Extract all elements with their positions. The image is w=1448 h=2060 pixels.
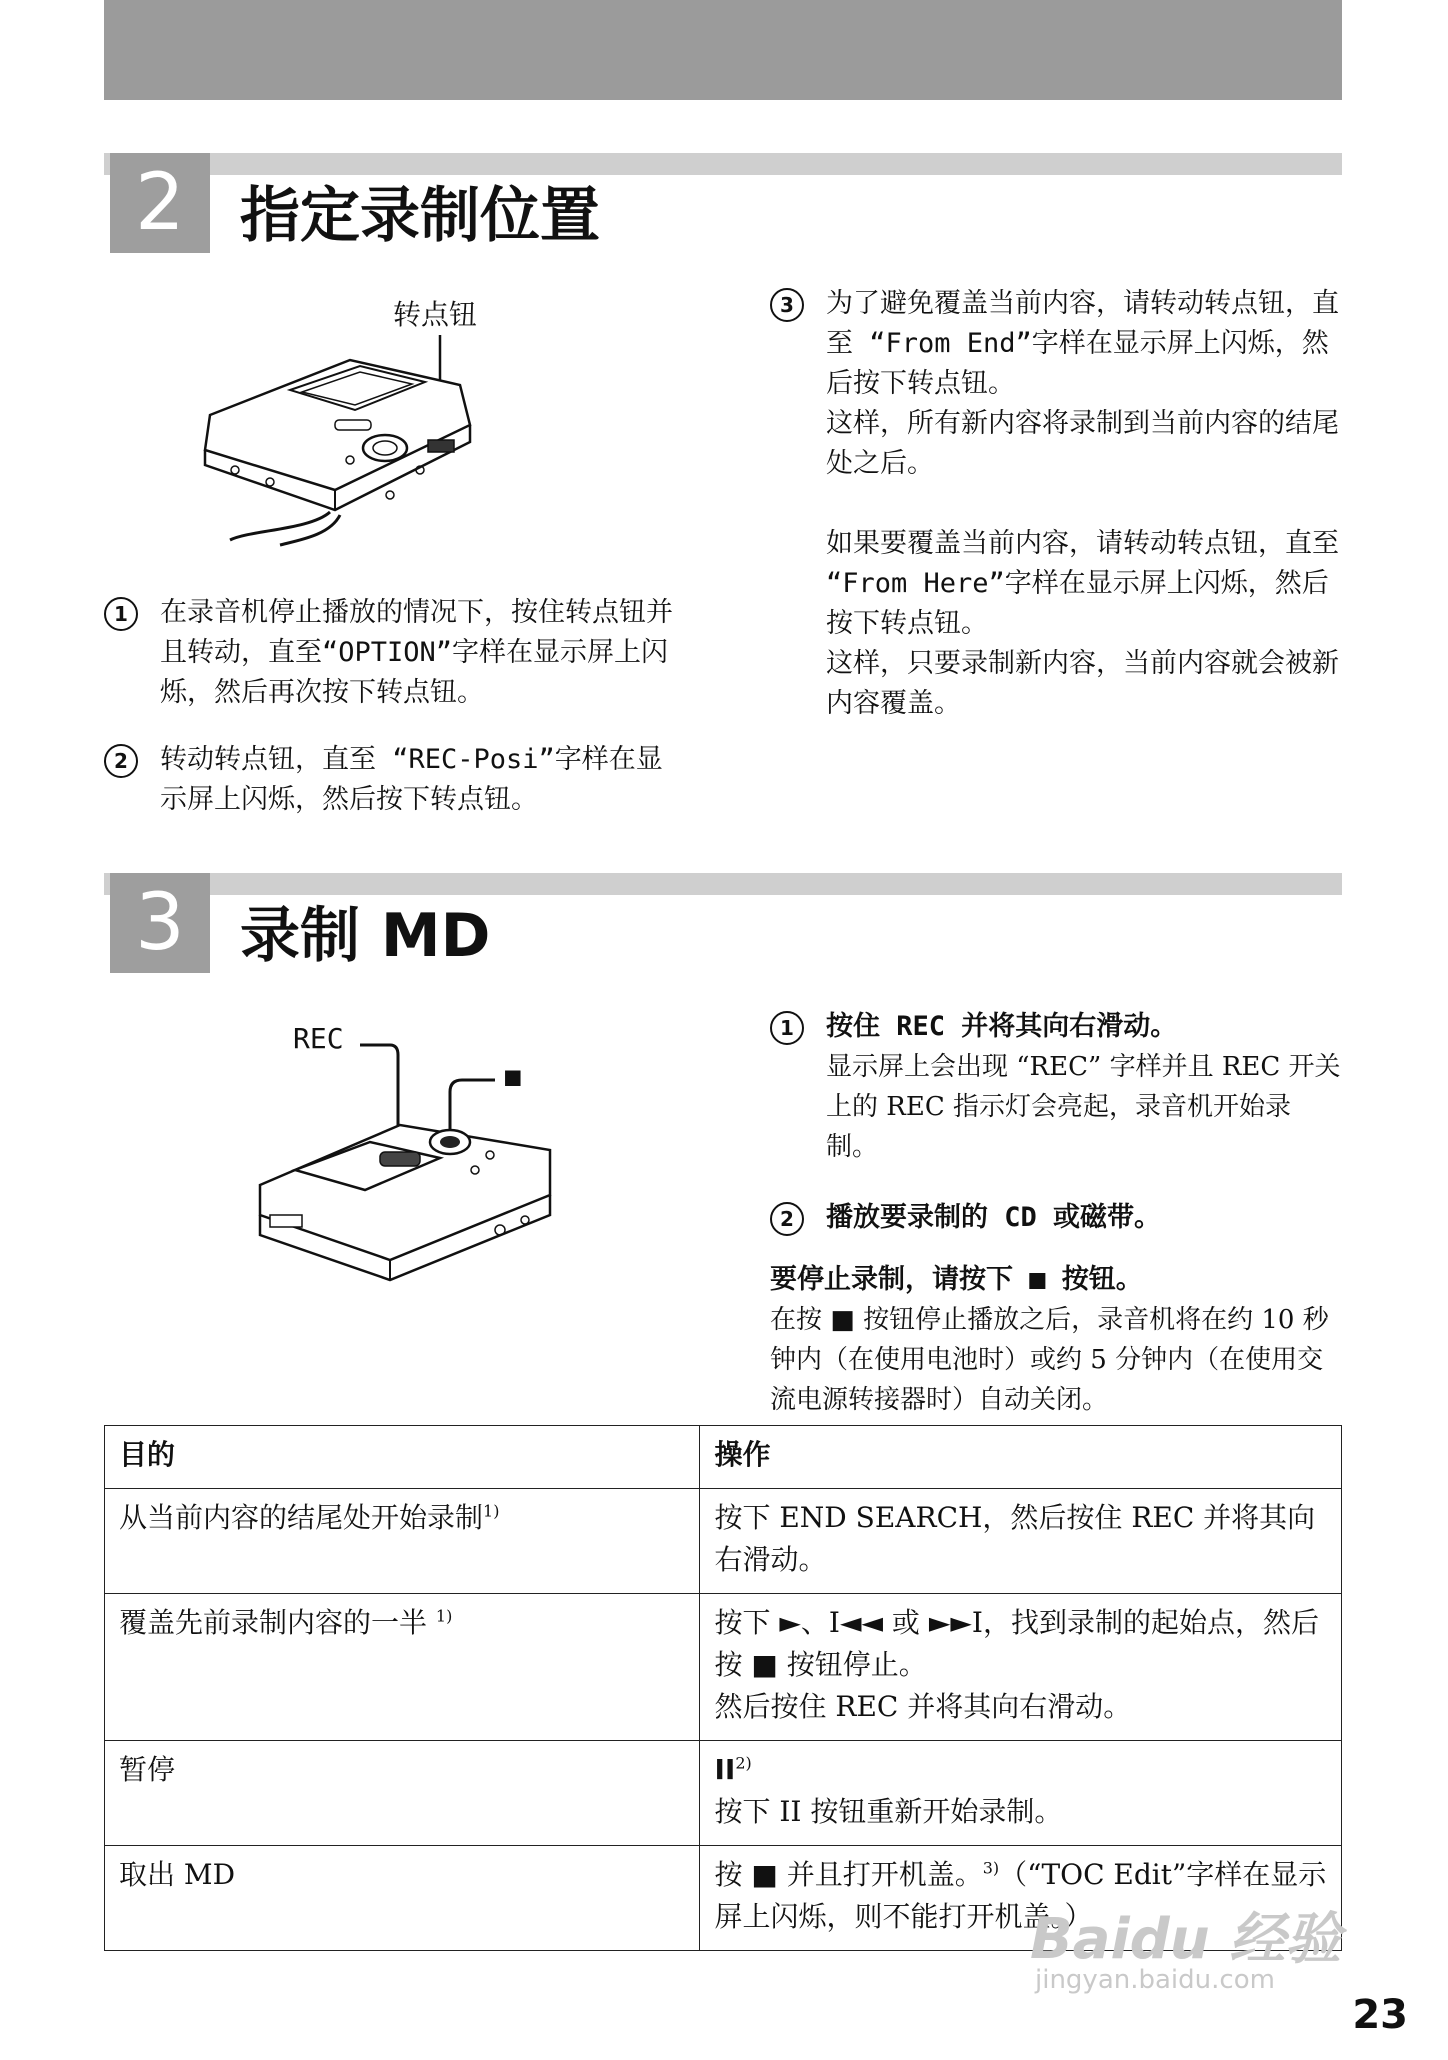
step-2 (104, 740, 684, 820)
section-title: 指定录制位置 (240, 181, 600, 251)
rec-step-1 (770, 1007, 1342, 1167)
operation-cell: II$^{2)}$ 按下 II 按钮重新开始录制。 (700, 1741, 1342, 1846)
table-row (105, 1594, 1342, 1741)
purpose-cell: 覆盖先前录制内容的一半 $^{1)}$ (105, 1594, 700, 1741)
section-title: 录制 MD (240, 901, 491, 971)
step-alternative: 如果要覆盖当前内容，请转动转点钮，直至 “From Here”字样在显示屏上闪烁，然后按下转点钮。 (826, 528, 1339, 639)
header-band (104, 0, 1342, 100)
stop-instructions (770, 1260, 1342, 1420)
section-number: 3 (110, 873, 210, 973)
operation-cell: 按 ■ 并且打开机盖。$^{3)}$（“TOC Edit”字样在显示屏上闪烁，则不能打开机盖。） (700, 1846, 1342, 1951)
rec-label: REC (293, 1022, 344, 1055)
purpose-cell: 暂停 (105, 1741, 700, 1846)
md-recorder-illustration (190, 330, 490, 550)
step-title: 播放要录制的 CD 或磁带。 (826, 1202, 1162, 1233)
step-note: 这样，只要录制新内容，当前内容就会被新内容覆盖。 (826, 648, 1339, 719)
step-number: 1 (770, 1011, 804, 1045)
section-rule (104, 873, 1342, 895)
operation-cell: 按下 ►、I◄◄ 或 ►►I，找到录制的起始点，然后按 ■ 按钮停止。 然后按住 REC 并将其向右滑动。 (700, 1594, 1342, 1741)
section-number: 2 (110, 153, 210, 253)
table-header-row (105, 1426, 1342, 1489)
operation-cell: 按下 END SEARCH，然后按住 REC 并将其向右滑动。 (700, 1489, 1342, 1594)
operations-table (104, 1425, 1342, 1951)
step-number: 2 (770, 1202, 804, 1236)
step-text: 转动转点钮，直至 “REC-Posi”字样在显示屏上闪烁，然后按下转点钮。 (160, 744, 663, 815)
step-text: 显示屏上会出现 “REC” 字样并且 REC 开关上的 REC 指示灯会亮起，录音机开始录制。 (826, 1052, 1341, 1162)
step-title: 按住 REC 并将其向右滑动。 (826, 1011, 1178, 1042)
column-header-purpose: 目的 (105, 1426, 700, 1489)
step-note: 这样，所有新内容将录制到当前内容的结尾处之后。 (826, 408, 1339, 479)
step-number: 2 (104, 744, 138, 778)
step-1 (104, 593, 684, 713)
purpose-cell: 取出 MD (105, 1846, 700, 1951)
md-recorder-rec-illustration (250, 1030, 560, 1300)
step-number: 3 (770, 288, 804, 322)
step-text: 在录音机停止播放的情况下，按住转点钮并且转动，直至“OPTION”字样在显示屏上闪烁，然后再次按下转点钮。 (160, 597, 673, 708)
stop-label: ■ (505, 1062, 521, 1092)
purpose-cell: 从当前内容的结尾处开始录制$^{1)}$ (105, 1489, 700, 1594)
step-text: 为了避免覆盖当前内容，请转动转点钮，直至 “From End”字样在显示屏上闪烁，然后按下转点钮。 (826, 288, 1339, 399)
table-row (105, 1489, 1342, 1594)
stop-text: 在按 ■ 按钮停止播放之后，录音机将在约 10 秒钟内（在使用电池时）或约 5 分钟内（在使用交流电源转接器时）自动关闭。 (770, 1305, 1329, 1415)
page-number: 23 (1352, 1992, 1408, 2038)
section-rule (104, 153, 1342, 175)
table-row (105, 1741, 1342, 1846)
jog-dial-label: 转点钮 (393, 298, 478, 331)
step-3 (770, 284, 1342, 724)
step-number: 1 (104, 597, 138, 631)
watermark-url: jingyan.baidu.com (1035, 1965, 1275, 1995)
column-header-operation: 操作 (700, 1426, 1342, 1489)
stop-heading: 要停止录制，请按下 ■ 按钮。 (770, 1264, 1143, 1295)
rec-step-2 (770, 1198, 1342, 1238)
watermark-logo: Baidu 经验 (1030, 1907, 1342, 1972)
pause-icon: II (714, 1753, 736, 1786)
